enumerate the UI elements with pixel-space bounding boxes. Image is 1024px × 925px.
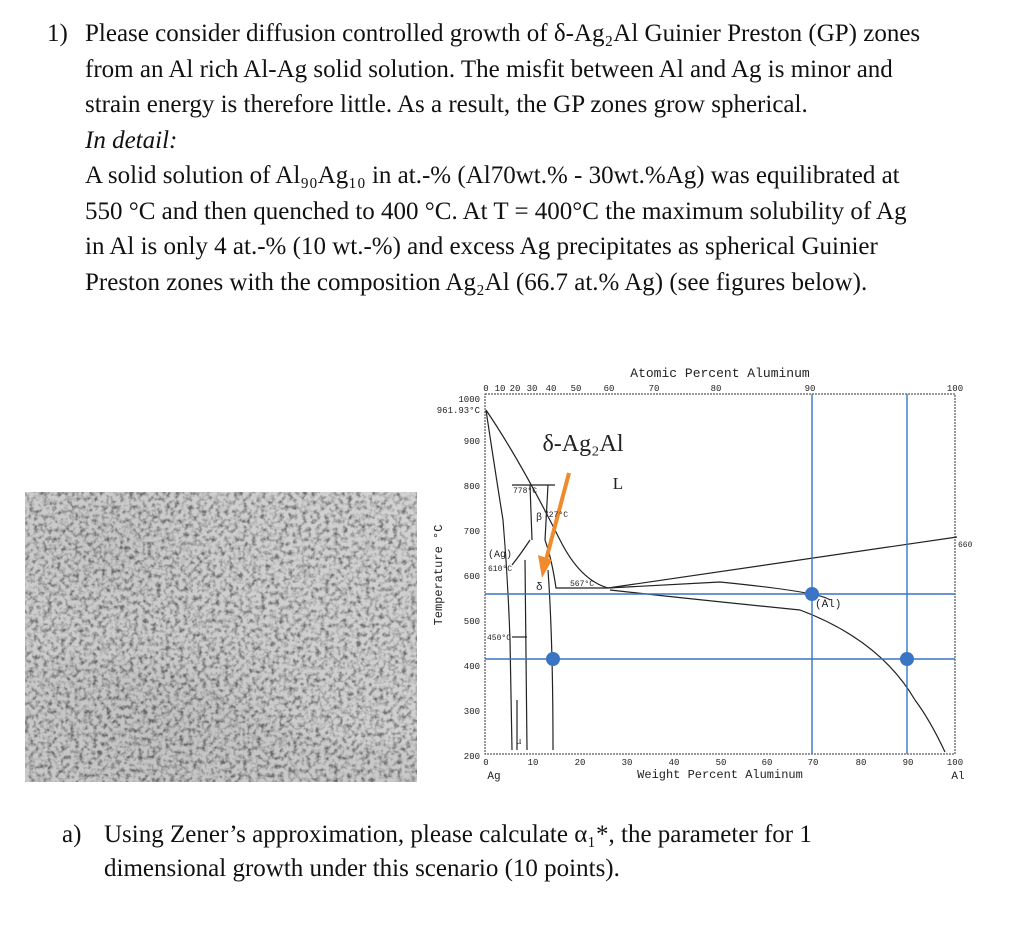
top-tick: 80: [710, 384, 722, 394]
y-tick: 400: [463, 662, 480, 672]
marker-al-400c: [900, 652, 914, 666]
bottom-tick: 20: [574, 758, 586, 768]
bottom-tick: 70: [807, 758, 819, 768]
beta-label: β: [536, 513, 543, 524]
y-tick: 300: [463, 707, 480, 717]
detail-line: 550 °C and then quenched to 400 °C. At T = 400°C the maximum solubility of Ag: [85, 197, 907, 225]
t567-label: 567°C: [570, 580, 595, 589]
t727-label: 727°C: [544, 511, 569, 520]
y-axis-title: Temperature °C: [432, 524, 446, 626]
top-tick: 20: [509, 384, 521, 394]
bottom-tick: 30: [621, 758, 633, 768]
al-solvus: [610, 590, 915, 700]
bottom-tick: 0: [483, 758, 489, 768]
left-element-label: Ag: [487, 771, 501, 783]
right-element-label: Al: [951, 771, 965, 783]
marker-delta-400c: [546, 652, 560, 666]
liquid-label: L: [612, 474, 624, 493]
bottom-tick: 10: [527, 758, 539, 768]
bottom-tick: 50: [715, 758, 727, 768]
y-tick: 800: [463, 482, 480, 492]
top-tick: 10: [494, 384, 506, 394]
t660-label: 660: [958, 541, 973, 550]
y-tick: 200: [463, 752, 480, 762]
top-tick: 60: [603, 384, 615, 394]
al-solid-label: (Al): [815, 599, 842, 611]
detail-line: A solid solution of Al₉₀Ag₁₀ in at.-% (Al70wt.% - 30wt.%Ag) was equilibrated at: [85, 162, 900, 189]
ag-solvus: [486, 410, 512, 750]
detail-label: In detail:: [85, 127, 178, 154]
al-solvus-low: [915, 700, 945, 752]
subquestion-text: [104, 818, 812, 886]
top-tick: 90: [804, 384, 816, 394]
top-tick: 50: [570, 384, 582, 394]
y-tick: 900: [463, 437, 480, 447]
y-tick: 1000: [458, 395, 480, 405]
top-tick: 100: [946, 384, 964, 394]
delta-phase-title: δ-Ag₂Al: [542, 431, 624, 457]
question-number: 1): [47, 20, 68, 47]
intro-line: Please consider diffusion controlled growth of δ-Ag₂Al Guinier Preston (GP) zones: [85, 20, 921, 47]
liquidus-right: [608, 537, 957, 588]
bottom-axis-title: Weight Percent Aluminum: [637, 768, 803, 782]
top-axis-title: Atomic Percent Aluminum: [630, 366, 810, 381]
bottom-tick: 80: [855, 758, 867, 768]
detail-line: Preston zones with the composition Ag₂Al (66.7 at.% Ag) (see figures below).: [85, 268, 868, 296]
top-tick: 0: [483, 384, 489, 394]
t610-label: 610°C: [488, 565, 513, 574]
t778-label: 778°C: [513, 487, 538, 496]
bottom-tick: 40: [668, 758, 680, 768]
delta-left-boundary: [525, 560, 527, 750]
y-tick: 600: [463, 572, 480, 582]
subquestion-line: dimensional growth under this scenario (10 points).: [104, 855, 620, 882]
y-tick: 500: [463, 617, 480, 627]
top-tick: 30: [526, 384, 538, 394]
bottom-tick: 60: [761, 758, 773, 768]
ag-solid-label: (Ag): [488, 550, 513, 561]
delta-arrow: [538, 473, 569, 578]
top-tick: 40: [545, 384, 557, 394]
y-tick: 700: [463, 527, 480, 537]
al-solidus: [608, 582, 830, 600]
t450-label: 450°C: [487, 634, 512, 643]
bottom-tick: 100: [946, 758, 964, 768]
bottom-tick: 90: [902, 758, 914, 768]
subquestion-label: a): [62, 821, 82, 848]
top-tick: 70: [648, 384, 660, 394]
intro-line: from an Al rich Al-Ag solid solution. The misfit between Al and Ag is minor and: [85, 55, 893, 83]
detail-line: in Al is only 4 at.-% (10 wt.-%) and excess Ag precipitates as spherical Guinier: [85, 233, 878, 260]
mu-label: μ: [516, 737, 522, 747]
subquestion-line: Using Zener’s approximation, please calculate α₁*, the parameter for 1: [104, 821, 812, 848]
intro-line: strain energy is therefore little. As a result, the GP zones grow spherical.: [85, 91, 808, 118]
delta-label: δ: [536, 582, 543, 594]
beta-lower-left: [512, 540, 530, 565]
ag-melting-label: 961.93°C: [436, 406, 480, 416]
